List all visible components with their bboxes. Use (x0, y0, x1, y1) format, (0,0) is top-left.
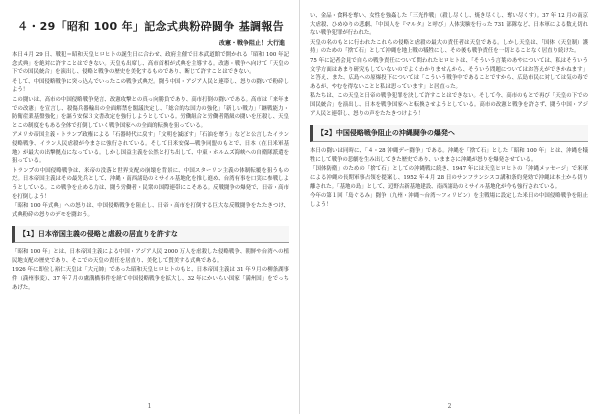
paragraph: 本日の闘いは同時に、「４・28 沖縄デー闘争」である。沖縄を「捨て石」とした「昭和 100 年」とは、沖縄を犠牲にして戦争の悲劇を生み出してきた歴史であり、いままさに沖縄が怒りを爆発させている。 (310, 148, 588, 163)
section-heading-1: 【1】日本帝国主義の侵略と虐殺の居直りを許すな (12, 226, 289, 243)
paragraph: そして、中国侵略戦争に突っ込んでいったこの戦争式典だ。闘う中国・アジア人民と連帯し、怒りの闘いで粉砕しよう！ (12, 78, 289, 94)
paragraph: 今年の第１回「島ぐるみ」闘争（九州・沖縄〜台湾〜フィリピン）を主戦場に設定した米日の中国侵略戦争を阻止しよう！ (310, 193, 588, 208)
document-byline: 改憲・戦争阻止！大行進 (218, 40, 285, 47)
section-heading-2: 【2】中国侵略戦争阻止の沖縄闘争の爆発へ (310, 125, 588, 142)
paragraph: アメリカ帝国主義・トランプ政権による「石器時代に戻す」「文明を滅ぼす」「石油を奪う」などと公言したイラン侵略戦争、イラン人民虐殺が今まさに強行されている。そして日米安保―戦争同盟のもとで、日本（在日米軍基地）が最大の出撃拠点になっている。しかし国益主義を公然と打ち出して、中東・ホルムズ海峡への自衛隊派遣を狙っている。 (12, 132, 289, 165)
paragraph: い、金品・食料を奪い、女性を強姦した「三光作戦」（殺し尽くし、焼き尽くし、奪い尽くす）。37 年 12 月の南京大虐殺、ひめゆりの悲劇、「中国人を『マルタ』と呼び」人体実験を行った 731 部隊など、日本軍による数え切れない戦争犯罪が行われた。 (310, 13, 588, 37)
document-title: ４・29「昭和 100 年」記念式典粉砕闘争 基調報告 (17, 20, 284, 33)
paragraph: トランプの中国侵略戦争は、米帝の没落と世界支配の崩壊を背景に、中国スターリン主義の体制転覆を狙うものだ。日本帝国主義はその最先兵として、沖縄・南西諸島のミサイル基地化を推し進め、台湾有事を口実に参戦しようとしている。この戦争を止める力は、闘う労働者・民衆の国際連帯にこそある。反戦闘争の爆発で、日帝・高市を打倒しよう！ (12, 167, 289, 200)
paragraph: 本日４月 29 日、戦犯＝昭和天皇ヒロヒトの誕生日に合わせ、政府主催で日本武道館で開かれる「昭和 100 年記念式典」を絶対に許すことはできない。天皇も出席し、高市首相が式典を主導する。改憲・戦争へ向けて「天皇の下での国民統合」を演出し、侵略と戦争の歴史を美化するものであり、断じて許すことはできない。 (12, 52, 289, 76)
paragraph: 75 年に記者会見で自らの戦争責任について問われたヒロヒトは、「そういう言葉のあやについては、私はそういう文学方面はあまり研究もしていないのでよくわかりませんから、そういう問題についてはお答えができかねます」と答え、また、広島への原爆投下については「こういう戦争中であることですから、広島市民に対しては気の毒であるが、やむを得ないことと私は思っています」と居直った。 (310, 57, 588, 90)
left-page-content (12, 12, 289, 384)
paragraph: 私たちは、この天皇と日帝の戦争犯罪を決して許すことはできない。そして今、高市のもとで再び「天皇の下での国民統合」を演出し、日本を戦争国家へと転換させようとしている。高市の改憲と戦争を許さず、闘う中国・アジア人民と連帯し、怒りの声をたたきつけよう！ (310, 93, 588, 117)
page-number: 1 (147, 403, 152, 410)
right-page-content (310, 12, 588, 384)
paragraph: この闘いは、高市の中国侵略戦争発言、改憲攻撃との真っ向勝負であり、高市打倒の闘いである。高市は「来年までの改憲」を宣言し、殺傷兵器輸出の全面解禁を閣議決定し、「総合的な国力の強化」「新しい戦力」「継戦能力・防衛産業基盤強化」を謳う安保３文書改定を強行しようとしている。労働組合と労働者階級の闘いを圧殺し、天皇とこの制度をもある全体で打倒していく戦争国家への全面的転換を狙っている。 (12, 96, 289, 129)
right-page (300, 0, 599, 414)
left-page (0, 0, 299, 414)
paragraph: 天皇の名のもとに行われたこれらの侵略と虐殺の最大の責任者は天皇である。しかし天皇は、「国体（天皇制）護持」のための「捨て石」として沖縄を地上戦の犠牲にし、その後も戦争責任を一切とることなく居直り続けた。 (310, 39, 588, 55)
paragraph: 「昭和 100 年」とは、日本帝国主義による中国・アジア人民 2000 万人を虐殺した侵略戦争、朝鮮や台湾への植民地支配の歴史であり、そこでの天皇の責任を居直り、美化して賛美する式典である。 (12, 249, 289, 264)
paragraph: 1926 年に即位し裕仁天皇は「大元帥」であった昭和天皇ヒロヒトのもと、日本帝国主義は 31 年９月の柳条湖事件（満州事変）、37 年７月の盧溝橋事件を経て中国侵略戦争を拡大し、32 年にかいらい国家「満州国」をでっちあげた。 (12, 267, 289, 291)
page-number: 2 (447, 403, 452, 410)
paragraph: 「昭和 100 年式典」への怒りは、中国侵略戦争を阻止し、日帝・高市を打倒する巨大な反戦闘争をたたきつけ、式典粉砕の怒りのデモを闘おう。 (12, 203, 289, 218)
paragraph: 「国体防衛」のための「捨て石」としての沖縄戦に続き、1947 年には天皇ヒロヒトの「沖縄メッセージ」で米軍による沖縄の長期軍事占領を提案し、1952 年４月 28 日のサンフランシスコ講和条約発効で沖縄は本土から切り離された。「基地の島」として、辺野古新基地建設、南西諸島のミサイル基地化が今も強行されている。 (310, 166, 588, 190)
